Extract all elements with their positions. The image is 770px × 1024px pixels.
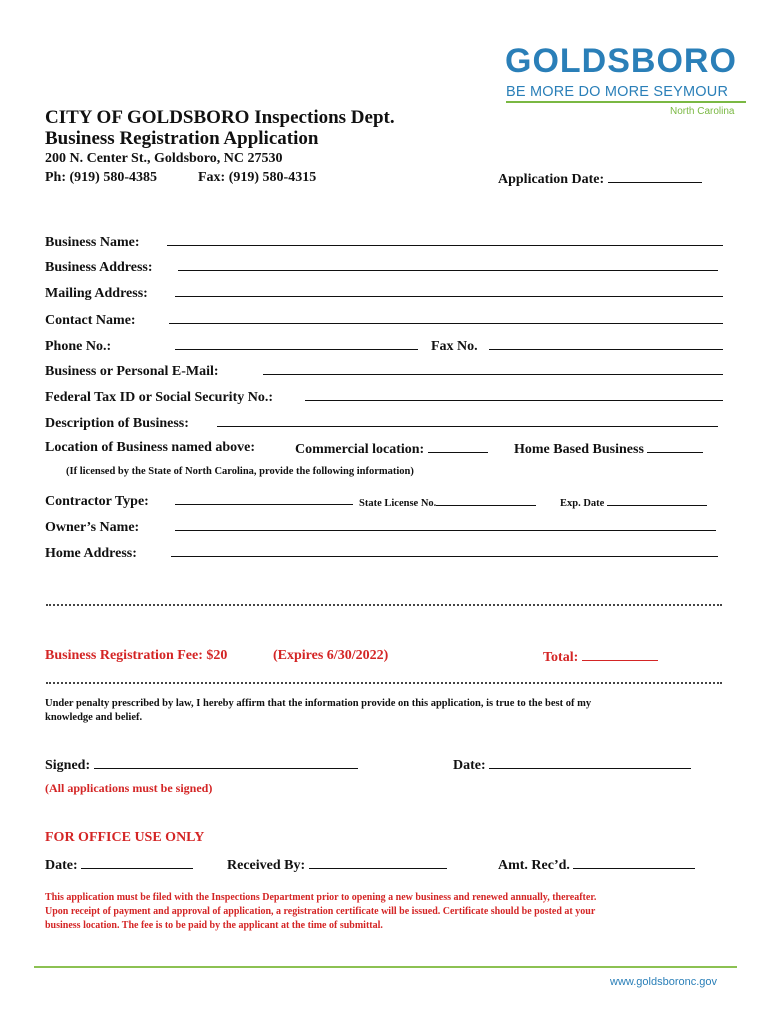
logo-wordmark: GOLDSBORO xyxy=(505,42,737,80)
signature-date-field[interactable] xyxy=(453,756,691,774)
exp-date-field[interactable] xyxy=(560,495,707,509)
home-address-line[interactable] xyxy=(171,544,718,557)
location-field xyxy=(45,440,255,456)
fee-label: Business Registration Fee: $20 xyxy=(45,648,228,663)
application-date-line[interactable] xyxy=(608,170,702,183)
footer-note-line1: This application must be filed with the Inspections Department prior to opening a new business and renewed annually, thereafter. xyxy=(45,892,597,903)
state-license-label: State License No. xyxy=(359,498,437,509)
office-date-line[interactable] xyxy=(81,856,193,869)
office-use-heading: FOR OFFICE USE ONLY xyxy=(45,830,205,845)
fax-no-label: Fax No. xyxy=(431,339,478,354)
business-name-label: Business Name: xyxy=(45,235,140,250)
email-line[interactable] xyxy=(263,362,723,375)
office-address: 200 N. Center St., Goldsboro, NC 27530 xyxy=(45,151,283,166)
website-link[interactable]: www.goldsboronc.gov xyxy=(610,976,718,988)
fax-no-line[interactable] xyxy=(489,337,723,350)
signature-note: (All applications must be signed) xyxy=(45,781,213,795)
license-note: (If licensed by the State of North Carolina, provide the following information) xyxy=(66,466,414,477)
total-label: Total: xyxy=(543,650,579,665)
signature-line[interactable] xyxy=(94,756,358,769)
logo-tagline: BE MORE DO MORE SEYMOUR xyxy=(506,84,729,100)
footer-note-line2: Upon receipt of payment and approval of application, a registration certificate will be issued. Certificate should be posted at your xyxy=(45,906,596,917)
signature-date-label: Date: xyxy=(453,758,486,773)
amt-recd-line[interactable] xyxy=(573,856,695,869)
state-license-line[interactable] xyxy=(436,495,536,506)
fee-expires: (Expires 6/30/2022) xyxy=(273,648,389,663)
contractor-type-field[interactable] xyxy=(45,492,353,510)
contact-name-line[interactable] xyxy=(169,311,723,324)
tax-id-label: Federal Tax ID or Social Security No.: xyxy=(45,390,274,405)
contractor-type-label: Contractor Type: xyxy=(45,494,149,509)
received-by-label: Received By: xyxy=(227,858,306,873)
page-subtitle: Business Registration Application xyxy=(45,128,319,149)
contact-name-label: Contact Name: xyxy=(45,313,136,328)
total-line[interactable] xyxy=(582,648,658,661)
footer-divider xyxy=(34,966,737,968)
office-fax: Fax: (919) 580-4315 xyxy=(198,170,317,185)
description-field[interactable] xyxy=(45,414,718,432)
owners-name-field[interactable] xyxy=(45,518,716,536)
location-label: Location of Business named above: xyxy=(45,440,256,455)
phone-no-field[interactable] xyxy=(45,337,418,355)
logo-divider xyxy=(506,101,746,103)
tax-id-field[interactable] xyxy=(45,388,723,406)
fax-no-field[interactable] xyxy=(431,337,723,355)
office-phone: Ph: (919) 580-4385 xyxy=(45,170,157,185)
received-by-field[interactable] xyxy=(227,856,447,874)
total-field[interactable] xyxy=(543,648,658,666)
phone-no-label: Phone No.: xyxy=(45,339,112,354)
application-date-label: Application Date: xyxy=(498,172,605,187)
owners-name-label: Owner’s Name: xyxy=(45,520,140,535)
commercial-location-label: Commercial location: xyxy=(295,442,425,457)
logo-state: North Carolina xyxy=(670,106,735,117)
phone-no-line[interactable] xyxy=(175,337,418,350)
business-address-line[interactable] xyxy=(178,258,718,271)
email-field[interactable] xyxy=(45,362,723,380)
amt-recd-label: Amt. Rec’d. xyxy=(498,858,570,873)
description-label: Description of Business: xyxy=(45,416,189,431)
dotted-divider xyxy=(46,682,722,684)
state-license-field[interactable] xyxy=(359,495,536,509)
home-based-field[interactable] xyxy=(514,440,703,458)
exp-date-label: Exp. Date xyxy=(560,498,605,509)
commercial-location-line[interactable] xyxy=(428,440,488,453)
office-date-label: Date: xyxy=(45,858,78,873)
received-by-line[interactable] xyxy=(309,856,447,869)
dotted-divider xyxy=(46,604,722,606)
contractor-type-line[interactable] xyxy=(175,492,353,505)
owners-name-line[interactable] xyxy=(175,518,716,531)
signed-label: Signed: xyxy=(45,758,91,773)
home-address-field[interactable] xyxy=(45,544,718,562)
home-based-label: Home Based Business xyxy=(514,442,644,457)
email-label: Business or Personal E-Mail: xyxy=(45,364,219,379)
affirmation-line1: Under penalty prescribed by law, I hereby affirm that the information provide on this application, is true to the best of my xyxy=(45,698,592,709)
affirmation-line2: knowledge and belief. xyxy=(45,712,143,723)
amt-recd-field[interactable] xyxy=(498,856,695,874)
office-date-field[interactable] xyxy=(45,856,193,874)
home-address-label: Home Address: xyxy=(45,546,137,561)
business-address-label: Business Address: xyxy=(45,260,153,275)
mailing-address-label: Mailing Address: xyxy=(45,286,148,301)
signature-field[interactable] xyxy=(45,756,358,774)
footer-note-line3: business location. The fee is to be paid by the applicant at the time of submittal. xyxy=(45,920,383,931)
commercial-location-field[interactable] xyxy=(295,440,488,458)
mailing-address-field[interactable] xyxy=(45,284,723,302)
application-date-field[interactable] xyxy=(498,170,702,188)
exp-date-line[interactable] xyxy=(607,495,707,506)
page-title: CITY OF GOLDSBORO Inspections Dept. xyxy=(45,107,395,128)
business-name-line[interactable] xyxy=(167,233,723,246)
goldsboro-logo xyxy=(505,42,737,81)
tax-id-line[interactable] xyxy=(305,388,723,401)
contact-name-field[interactable] xyxy=(45,311,723,329)
business-address-field[interactable] xyxy=(45,258,718,276)
signature-date-line[interactable] xyxy=(489,756,691,769)
business-name-field[interactable] xyxy=(45,233,723,251)
description-line[interactable] xyxy=(217,414,718,427)
home-based-line[interactable] xyxy=(647,440,703,453)
mailing-address-line[interactable] xyxy=(175,284,723,297)
